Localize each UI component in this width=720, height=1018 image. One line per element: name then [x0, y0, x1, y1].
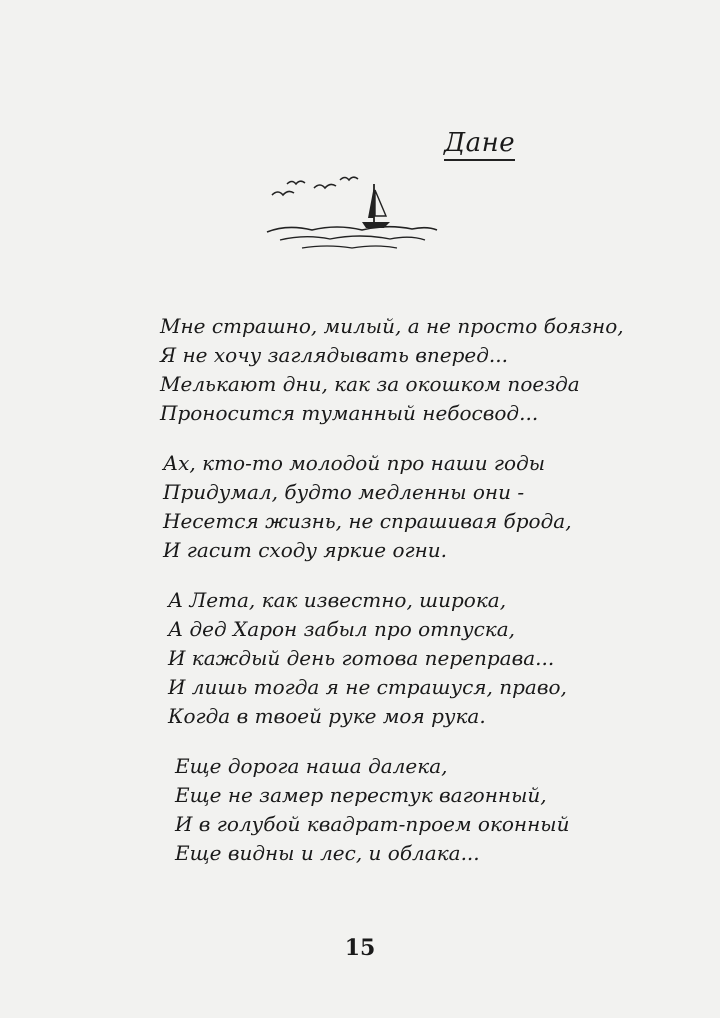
poem-line: И лишь тогда я не страшуся, право, [168, 675, 567, 699]
poem-line: А Лета, как известно, широка, [168, 588, 507, 612]
poem-line: Ах, кто-то молодой про наши годы [163, 451, 546, 475]
poem-line: Еще видны и лес, и облака... [175, 841, 480, 865]
poem-line: Несется жизнь, не спрашивая брода, [163, 509, 572, 533]
seagulls-sailboat-sketch-icon [262, 170, 442, 260]
poem-line: Мне страшно, милый, а не просто боязно, [160, 314, 624, 338]
poem-line: И в голубой квадрат-проем оконный [175, 812, 570, 836]
poem-line: Придумал, будто медленны они - [163, 480, 525, 504]
poem-line: Еще дорога наша далека, [175, 754, 448, 778]
stanza-4 [175, 752, 569, 868]
poem-line: И гасит сходу яркие огни. [163, 538, 448, 562]
poem-line: Мелькают дни, как за окошком поезда [160, 372, 580, 396]
poem-line: Я не хочу заглядывать вперед... [160, 343, 508, 367]
stanza-2 [163, 449, 572, 565]
poem-line: Проносится туманный небосвод... [160, 401, 539, 425]
poem-line: Когда в твоей руке моя рука. [168, 704, 486, 728]
stanza-1 [160, 312, 624, 428]
poem-line: А дед Харон забыл про отпуска, [168, 617, 516, 641]
poem-line: Еще не замер перестук вагонный, [175, 783, 547, 807]
poem-line: И каждый день готова переправа... [168, 646, 555, 670]
page-number: 15 [344, 935, 376, 961]
stanza-3 [168, 586, 567, 731]
poem-title: Дане [444, 128, 515, 161]
